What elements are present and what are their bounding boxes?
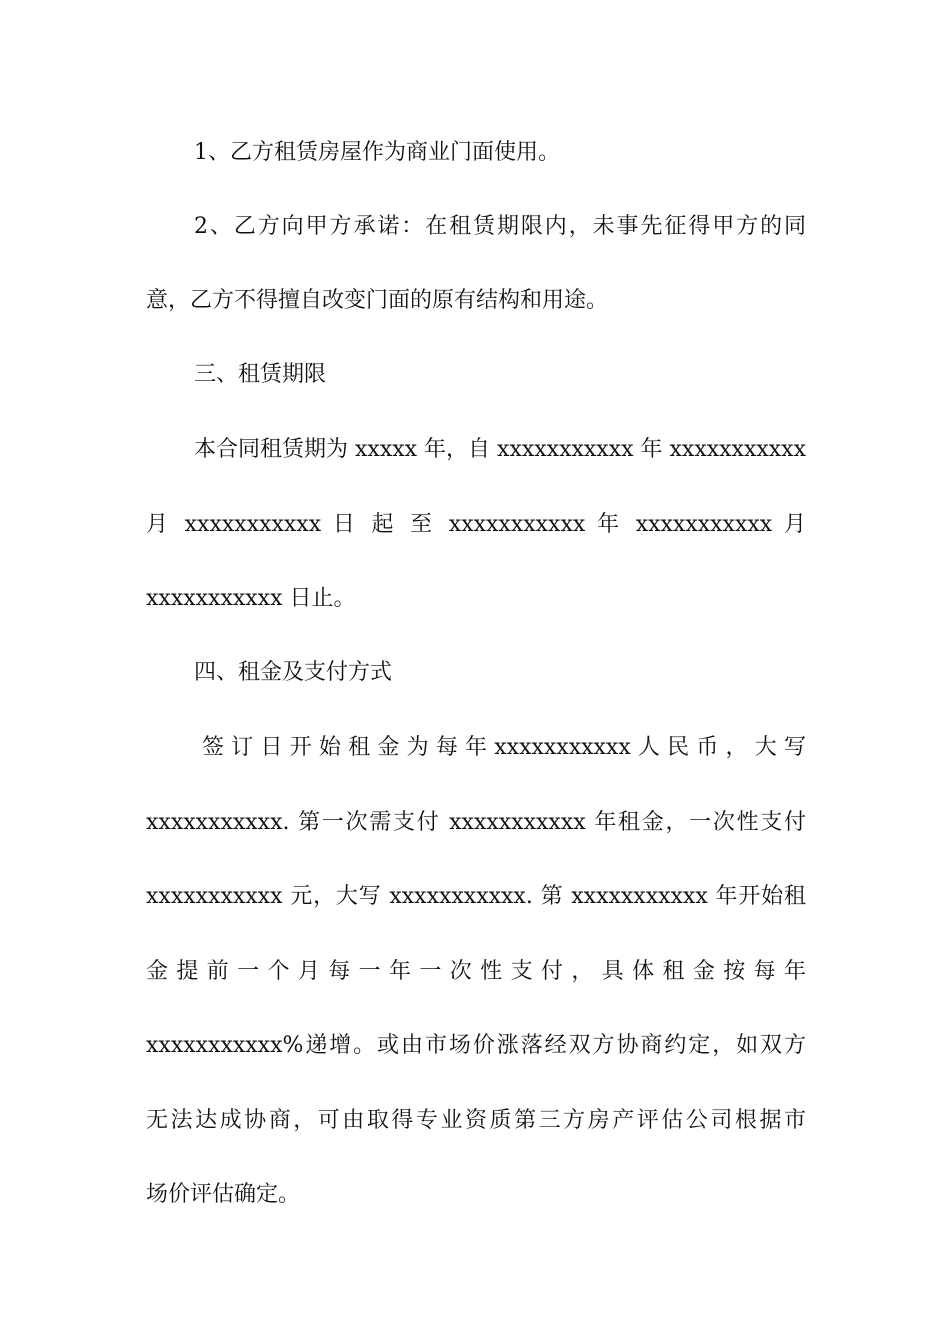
- rent-line-2: xxxxxxxxxxx. 第一次需支付 xxxxxxxxxxx 年租金，一次性支付: [146, 810, 806, 835]
- rent-line-1: 签 订 日 开 始 租 金 为 每 年 xxxxxxxxxxx 人 民 币 ， 大 写: [202, 735, 806, 760]
- clause-1-line: 1、乙方租赁房屋作为商业门面使用。: [194, 140, 560, 165]
- clause-2-line-2: 意，乙方不得擅自改变门面的原有结构和用途。: [146, 288, 609, 313]
- rent-line-6: 无法达成协商，可由取得专业资质第三方房产评估公司根据市: [146, 1108, 806, 1133]
- term-line-1: 本合同租赁期为 xxxxx 年，自 xxxxxxxxxxx 年 xxxxxxxxxxx: [194, 437, 806, 462]
- rent-line-7: 场价评估确定。: [146, 1182, 301, 1207]
- section-3-heading: 三、租赁期限: [194, 362, 327, 387]
- rent-line-3: xxxxxxxxxxx 元，大写 xxxxxxxxxxx. 第 xxxxxxxxxxx 年开始租: [146, 884, 806, 909]
- rent-line-5: xxxxxxxxxxx%递增。或由市场价涨落经双方协商约定，如双方: [146, 1033, 806, 1058]
- section-4-heading: 四、租金及支付方式: [194, 660, 393, 685]
- rent-line-4: 金 提 前 一 个 月 每 一 年 一 次 性 支 付 ， 具 体 租 金 按 每 年: [146, 959, 806, 984]
- clause-2-line-1: 2、乙方向甲方承诺：在租赁期限内，未事先征得甲方的同: [194, 214, 806, 239]
- term-line-3: xxxxxxxxxxx 日止。: [146, 586, 356, 611]
- term-line-2: 月 xxxxxxxxxxx 日 起 至 xxxxxxxxxxx 年 xxxxxxxxxxx 月: [146, 512, 806, 537]
